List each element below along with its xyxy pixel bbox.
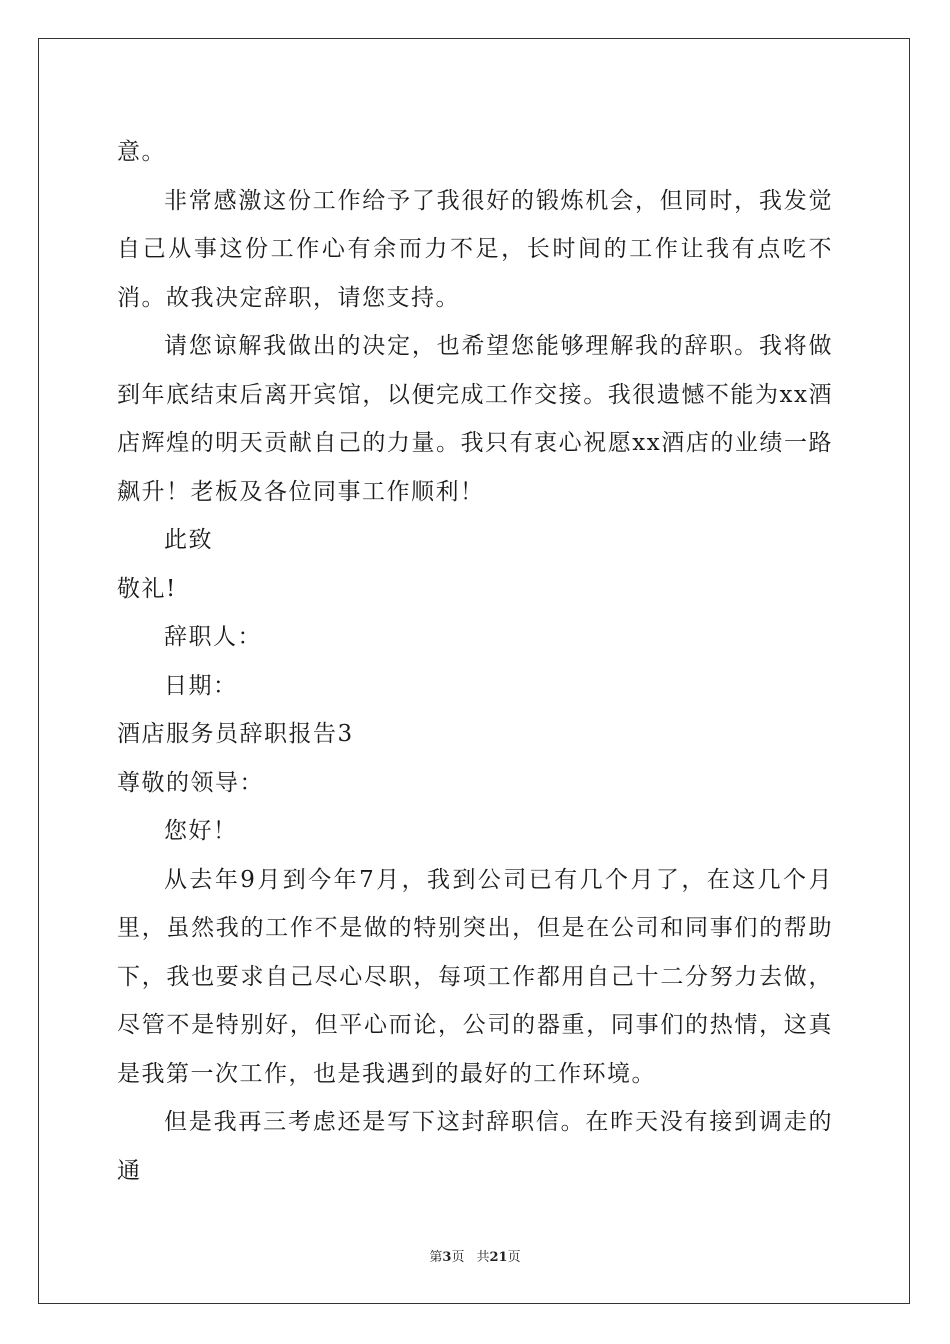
total-pages: 21 <box>489 1250 508 1265</box>
signature-line: 辞职人： <box>164 624 262 650</box>
paragraph: 意。 <box>117 139 166 165</box>
paragraph: 但是我再三考虑还是写下这封辞职信。在昨天没有接到调走的通 <box>117 1109 833 1184</box>
greeting: 您好！ <box>164 818 238 844</box>
paragraph: 非常感激这份工作给予了我很好的锻炼机会，但同时，我发觉自己从事这份工作心有余而力不足，长时间的工作让我有点吃不消。故我决定辞职，请您支持。 <box>117 187 833 311</box>
section-title: 酒店服务员辞职报告3 <box>117 721 354 747</box>
page-number: 3 <box>442 1250 452 1265</box>
page-prefix: 第 <box>429 1250 443 1265</box>
closing-salutation: 此致 <box>164 527 213 553</box>
closing-regards: 敬礼! <box>117 575 177 602</box>
document-body <box>117 128 833 1195</box>
total-suffix: 页 <box>507 1250 521 1265</box>
paragraph: 从去年9月到今年7月，我到公司已有几个月了，在这几个月里，虽然我的工作不是做的特别突出，但是在公司和同事们的帮助下，我也要求自己尽心尽职，每项工作都用自己十二分努力去做，尽管不是特别好，但平心而论，公司的器重，同事们的热情，这真是我第一次工作，也是我遇到的最好的工作环境。 <box>117 866 833 1087</box>
paragraph: 请您谅解我做出的决定，也希望您能够理解我的辞职。我将做到年底结束后离开宾馆，以便完成工作交接。我很遗憾不能为xx酒店辉煌的明天贡献自己的力量。我只有衷心祝愿xx酒店的业绩一路飙升！老板及各位同事工作顺利！ <box>117 333 833 505</box>
date-line: 日期： <box>164 672 238 699</box>
total-prefix: 共 <box>476 1250 490 1265</box>
page-footer <box>0 1246 950 1265</box>
page-suffix: 页 <box>451 1250 465 1265</box>
greeting-addressee: 尊敬的领导： <box>117 769 264 796</box>
